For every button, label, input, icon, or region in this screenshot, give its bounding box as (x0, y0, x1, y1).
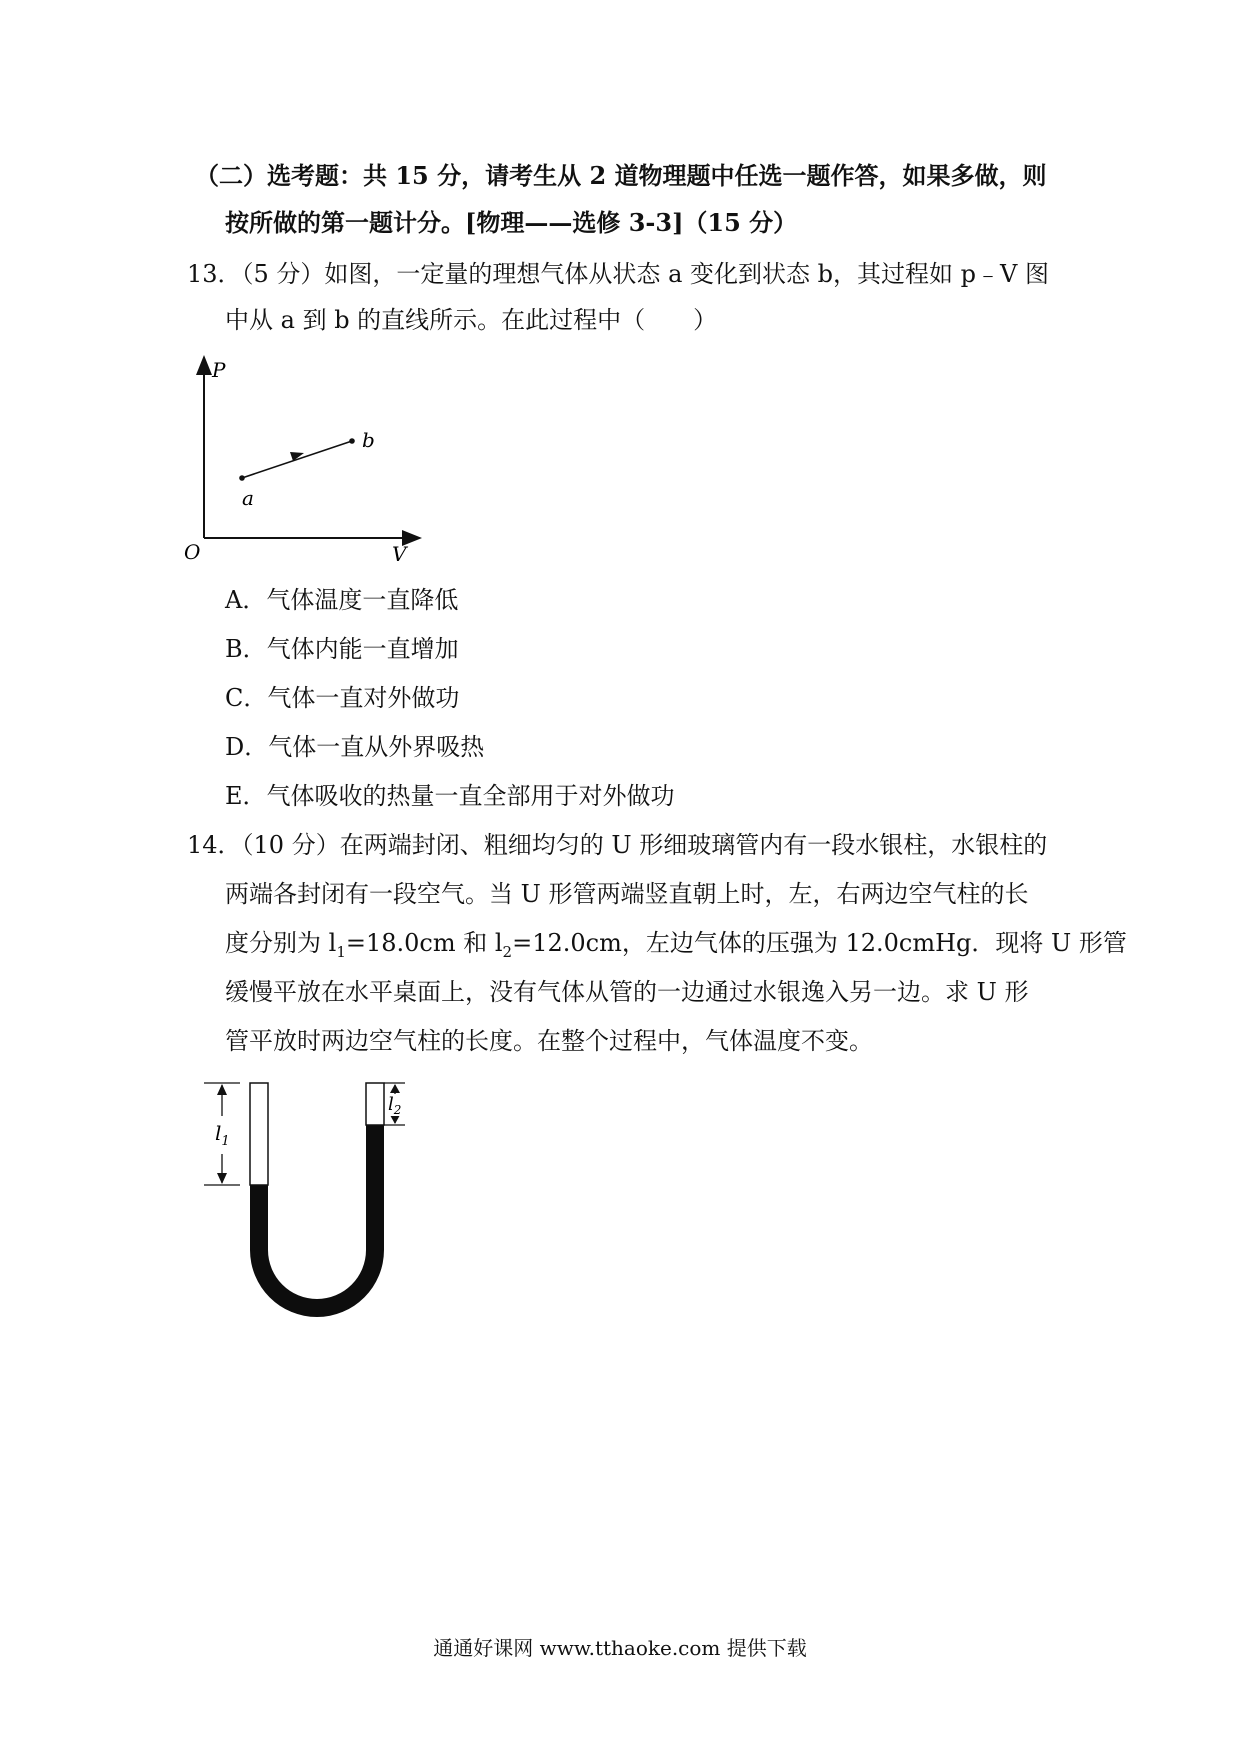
q13-option-b: B．气体内能一直增加 (225, 635, 459, 663)
point-a (239, 475, 245, 481)
right-air-column (366, 1083, 384, 1125)
point-b-label: b (362, 428, 375, 452)
footer-source: 通通好课网 www.tthaoke.com 提供下载 (433, 1636, 807, 1660)
q13-stem-line1: 13．（5 分）如图，一定量的理想气体从状态 a 变化到状态 b，其过程如 p﹣V 图 (187, 260, 1049, 288)
section-heading-line2: 按所做的第一题计分。[物理——选修 3-3]（15 分） (225, 208, 798, 237)
v-axis-label: V (392, 542, 407, 566)
q13-stem-line2: 中从 a 到 b 的直线所示。在此过程中（ ） (225, 306, 718, 334)
q14-stem-line4: 缓慢平放在水平桌面上，没有气体从管的一边通过水银逸入另一边。求 U 形 (225, 978, 1029, 1006)
process-line (242, 441, 352, 478)
section-heading-line1: （二）选考题：共 15 分，请考生从 2 道物理题中任选一题作答，如果多做，则 (195, 161, 1047, 190)
q14-stem-line5: 管平放时两边空气柱的长度。在整个过程中，气体温度不变。 (225, 1027, 873, 1055)
p-axis-label: P (212, 358, 226, 382)
q13-option-e: E．气体吸收的热量一直全部用于对外做功 (225, 782, 675, 810)
l1-arrow-up (217, 1084, 227, 1095)
l2-arrow-up (390, 1084, 400, 1093)
point-a-label: a (242, 486, 254, 510)
q14-stem-line2: 两端各封闭有一段空气。当 U 形管两端竖直朝上时，左，右两边空气柱的长 (225, 880, 1029, 908)
l1-arrow-down (217, 1173, 227, 1184)
origin-label: O (184, 540, 201, 564)
l2-label: $l_2$ (388, 1094, 402, 1117)
q13-option-a: A．气体温度一直降低 (225, 586, 459, 614)
q14-stem-line1: 14．（10 分）在两端封闭、粗细均匀的 U 形细玻璃管内有一段水银柱，水银柱的 (187, 831, 1048, 859)
point-b (349, 438, 355, 444)
q13-option-d: D．气体一直从外界吸热 (225, 733, 485, 761)
pv-diagram (184, 355, 440, 566)
q14-stem-line3: 度分别为 $l_1=18.0cm$ 和 $l_2=12.0cm$，左边气体的压强为 12.0cmHg．现将 U 形管 (225, 929, 1127, 961)
mercury-column (250, 1125, 384, 1317)
u-tube-diagram (200, 1080, 430, 1320)
l1-label: $l_1$ (215, 1121, 230, 1149)
q13-option-c: C．气体一直对外做功 (225, 684, 460, 712)
left-air-column (250, 1083, 268, 1185)
